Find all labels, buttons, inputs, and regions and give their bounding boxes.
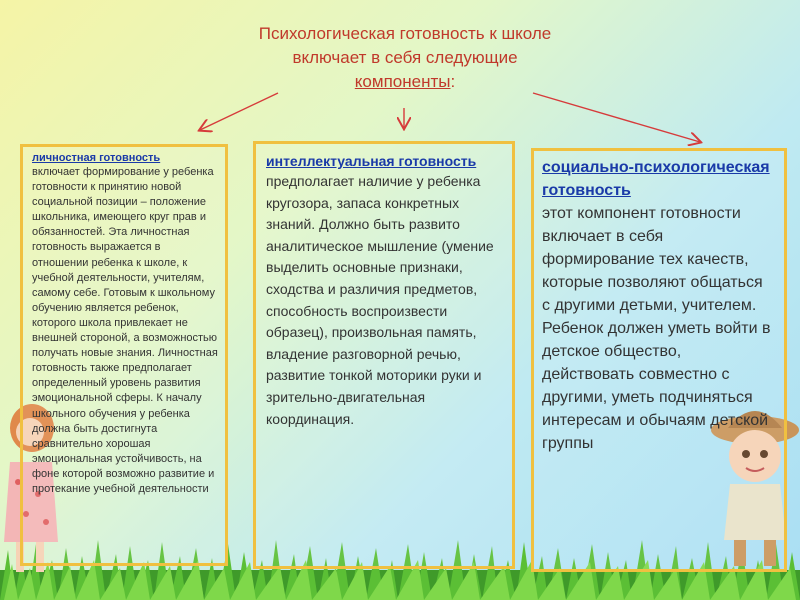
title-colon: : xyxy=(450,72,456,91)
card-intellectual-readiness xyxy=(253,141,515,569)
card-body-social: этот компонент готовности включает в себя формирование тех качеств, которые позволяют общаться с другими детьми, учителем. Ребенок должен уметь войти в детское общество, действовать совместно с другими, уметь подчиняться интересам и обычаям детской группы xyxy=(542,205,771,452)
card-heading-intellectual: интеллектуальная готовность xyxy=(266,153,477,169)
card-body-intellectual: предполагает наличие у ребенка кругозора, запаса конкретных знаний. Должно быть развито аналитическое мышление (умение выделить основные признаки, сходства и различия предметов, способность воспроизвести образец), произвольная память, владение разговорной речью, развитие тонкой моторики руки и зрительно-двигательная координация. xyxy=(266,173,494,427)
card-personal-readiness xyxy=(20,144,228,566)
card-social-psychological-readiness xyxy=(531,148,787,572)
arrow-left xyxy=(200,93,278,130)
arrow-right xyxy=(533,93,700,142)
title-line-2: включает в себя следующие xyxy=(292,48,518,67)
card-body-personal: включает формирование у ребенка готовности к принятию новой социальной позиции – положение школьника, имеющего круг прав и обязанностей. Эта личностная готовность выражается в отношении ребенка к школе, к учебной деятельности, учителям, самому себе. Готовым к школьному обучению является ребенок, которого школа привлекает не внешней стороной, а возможностью получать новые знания. Личностная готовность также предполагает определенный уровень развития эмоциональной сферы. К началу школьного обучения у ребенка должна быть достигнута сравнительно хорошая эмоциональная устойчивость, на фоне которой возможно развитие и протекание учебной деятельности xyxy=(32,166,218,495)
title-line-1: Психологическая готовность к школе xyxy=(258,24,552,43)
title-components-word: компоненты xyxy=(354,72,451,91)
card-heading-social: социально-психологическая готовность xyxy=(542,159,770,199)
card-heading-personal: личностная готовность xyxy=(32,152,161,164)
